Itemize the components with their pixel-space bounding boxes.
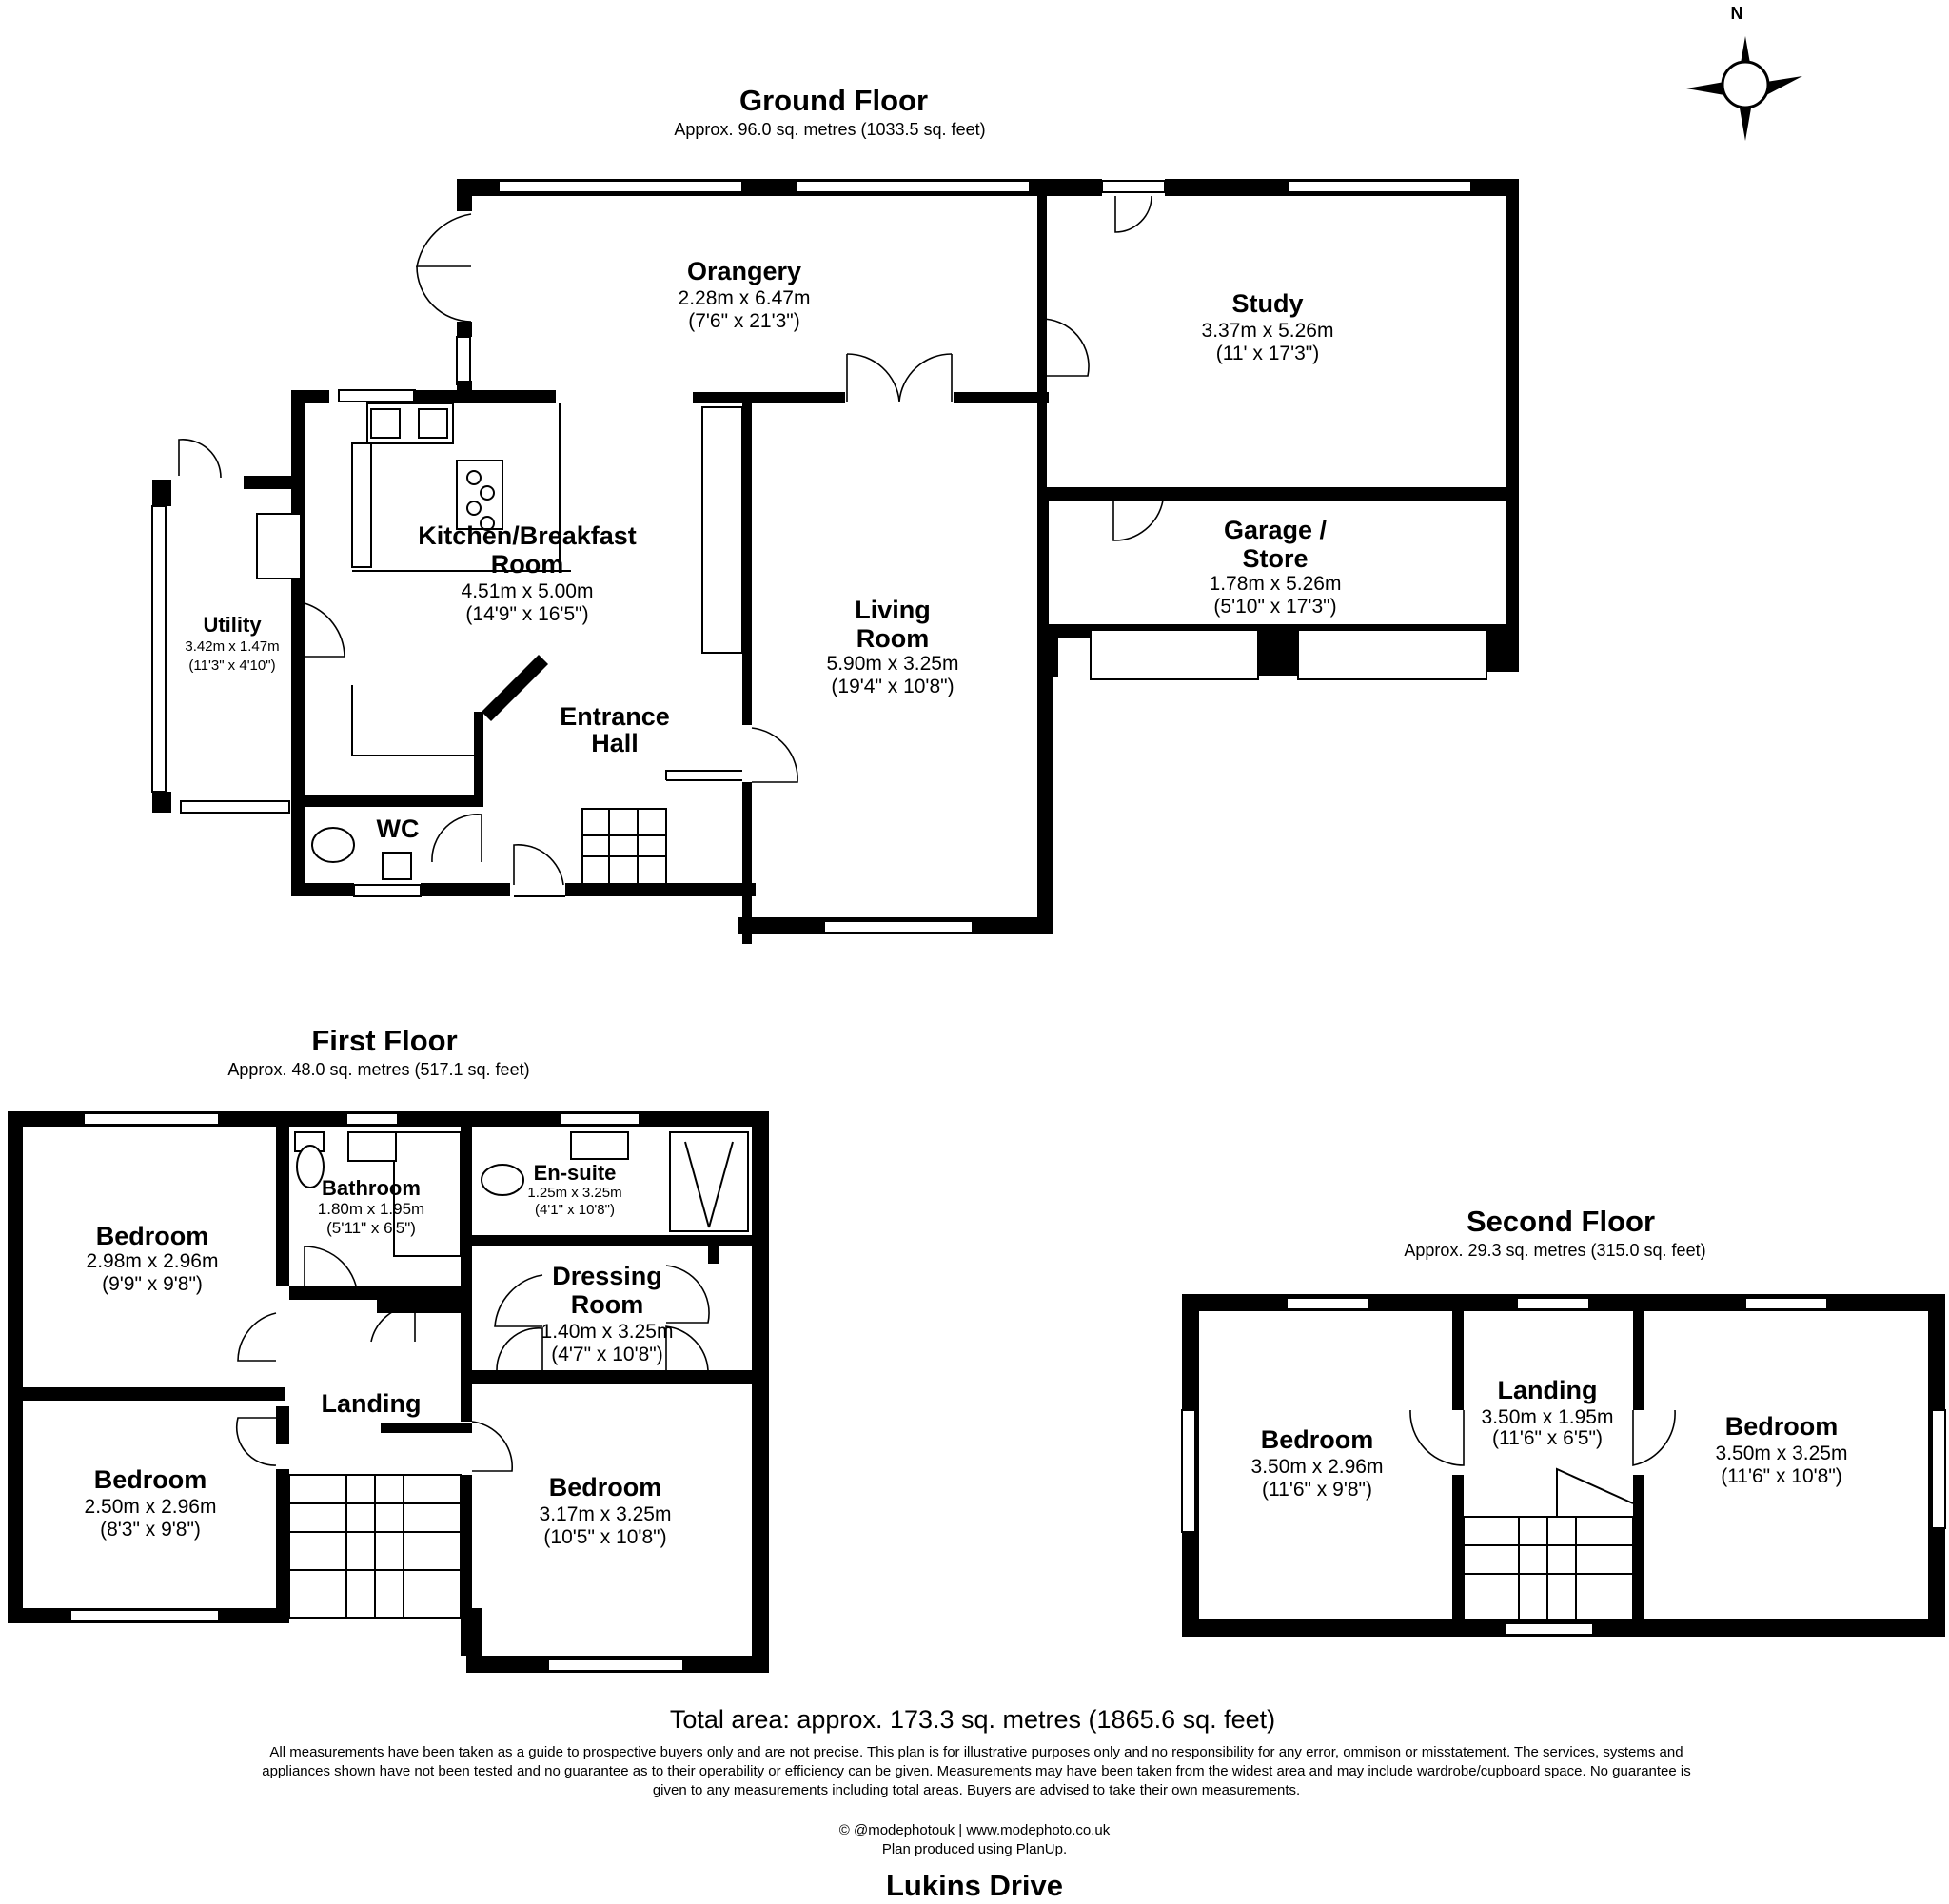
- wc-name: WC: [376, 815, 420, 843]
- sf-landing-name: Landing: [1497, 1376, 1598, 1404]
- orangery-dim-m: 2.28m x 6.47m: [678, 287, 811, 309]
- entrance-name-2: Hall: [591, 729, 639, 757]
- ensuite-dim-ft: (4'1" x 10'8"): [535, 1202, 615, 1218]
- dressing-name-2: Room: [570, 1290, 644, 1319]
- ff-bedroom-2-name: Bedroom: [93, 1465, 207, 1494]
- compass-label: N: [1730, 4, 1743, 23]
- dressing-dim-m: 1.40m x 3.25m: [541, 1321, 674, 1343]
- dressing-dim-ft: (4'7" x 10'8"): [551, 1344, 663, 1365]
- ff-bedroom-1-dim-ft: (9'9" x 9'8"): [102, 1273, 203, 1295]
- garage-name-1: Garage /: [1223, 516, 1328, 544]
- compass-icon: [1686, 4, 1802, 141]
- ff-bedroom-2-dim-ft: (8'3" x 9'8"): [100, 1519, 201, 1541]
- sf-bedroom-1-dim-m: 3.50m x 2.96m: [1250, 1456, 1384, 1478]
- ground-floor-title: Ground Floor: [738, 84, 929, 117]
- sf-bedroom-2-dim-ft: (11'6" x 10'8"): [1721, 1465, 1842, 1487]
- ground-floor-area: Approx. 96.0 sq. metres (1033.5 sq. feet): [674, 120, 986, 139]
- sf-bedroom-2-name: Bedroom: [1724, 1412, 1839, 1441]
- ff-bedroom-3-name: Bedroom: [548, 1473, 662, 1502]
- sf-landing-dim-ft: (11'6" x 6'5"): [1492, 1427, 1603, 1449]
- ff-bedroom-3-dim-m: 3.17m x 3.25m: [539, 1503, 672, 1525]
- utility-dim-ft: (11'3" x 4'10"): [188, 658, 276, 674]
- garage-name-2: Store: [1242, 544, 1309, 573]
- disclaimer-line-3: given to any measurements including total areas. Buyers are advised to take their own measurements.: [652, 1782, 1301, 1798]
- living-name-1: Living: [855, 596, 931, 624]
- sf-bedroom-1-dim-ft: (11'6" x 9'8"): [1262, 1479, 1372, 1501]
- first-floor-title: First Floor: [311, 1024, 458, 1057]
- ensuite-name: En-suite: [533, 1161, 617, 1185]
- bathroom-dim-m: 1.80m x 1.95m: [317, 1200, 425, 1218]
- kitchen-dim-ft: (14'9" x 16'5"): [465, 603, 589, 625]
- credit-line-1: © @modephotouk | www.modephoto.co.uk: [838, 1822, 1111, 1838]
- total-area: Total area: approx. 173.3 sq. metres (1865.6 sq. feet): [669, 1705, 1276, 1734]
- ground-floor-plan: [152, 179, 1519, 944]
- bathroom-dim-ft: (5'11" x 6'5"): [326, 1219, 416, 1237]
- ff-bedroom-1-name: Bedroom: [95, 1222, 209, 1250]
- living-name-2: Room: [856, 624, 930, 653]
- ensuite-dim-m: 1.25m x 3.25m: [527, 1185, 622, 1201]
- sf-bedroom-1-name: Bedroom: [1260, 1425, 1374, 1454]
- living-dim-ft: (19'4" x 10'8"): [831, 676, 955, 697]
- dressing-name-1: Dressing: [552, 1262, 662, 1290]
- disclaimer-line-2: appliances shown have not been tested and no guarantee as to their operability or efficiency can be given. Measurements may have been taken from the widest area and may include wardrobe/cupboard space. No guarantee is: [262, 1763, 1691, 1779]
- credit-line-2: Plan produced using PlanUp.: [881, 1841, 1068, 1857]
- ff-bedroom-3-dim-ft: (10'5" x 10'8"): [543, 1526, 667, 1548]
- bathroom-name: Bathroom: [322, 1176, 421, 1200]
- garage-dim-m: 1.78m x 5.26m: [1209, 573, 1342, 595]
- ff-landing-name: Landing: [321, 1389, 422, 1418]
- ff-bedroom-2-dim-m: 2.50m x 2.96m: [84, 1496, 217, 1518]
- study-dim-ft: (11' x 17'3"): [1215, 343, 1320, 364]
- orangery-dim-ft: (7'6" x 21'3"): [688, 310, 800, 332]
- sf-landing-dim-m: 3.50m x 1.95m: [1481, 1406, 1614, 1428]
- property-address: Lukins Drive: [885, 1869, 1064, 1902]
- first-floor-area: Approx. 48.0 sq. metres (517.1 sq. feet): [227, 1060, 530, 1079]
- kitchen-name-2: Room: [490, 550, 564, 579]
- sf-bedroom-2-dim-m: 3.50m x 3.25m: [1715, 1443, 1848, 1464]
- orangery-name: Orangery: [686, 257, 802, 285]
- utility-dim-m: 3.42m x 1.47m: [185, 638, 280, 655]
- ff-bedroom-1-dim-m: 2.98m x 2.96m: [86, 1250, 219, 1272]
- disclaimer-line-1: All measurements have been taken as a guide to prospective buyers only and are not precise. This plan is for illustrative purposes only and no responsibility for any error, ommison or misstatement. The services, systems and: [269, 1744, 1683, 1760]
- kitchen-dim-m: 4.51m x 5.00m: [461, 580, 594, 602]
- entrance-name-1: Entrance: [560, 702, 670, 731]
- living-dim-m: 5.90m x 3.25m: [826, 653, 959, 675]
- garage-dim-ft: (5'10" x 17'3"): [1213, 596, 1337, 618]
- study-name: Study: [1231, 289, 1304, 318]
- kitchen-name-1: Kitchen/Breakfast: [418, 521, 637, 550]
- second-floor-title: Second Floor: [1466, 1205, 1656, 1238]
- utility-name: Utility: [203, 613, 262, 637]
- second-floor-area: Approx. 29.3 sq. metres (315.0 sq. feet): [1404, 1241, 1706, 1260]
- study-dim-m: 3.37m x 5.26m: [1201, 320, 1334, 342]
